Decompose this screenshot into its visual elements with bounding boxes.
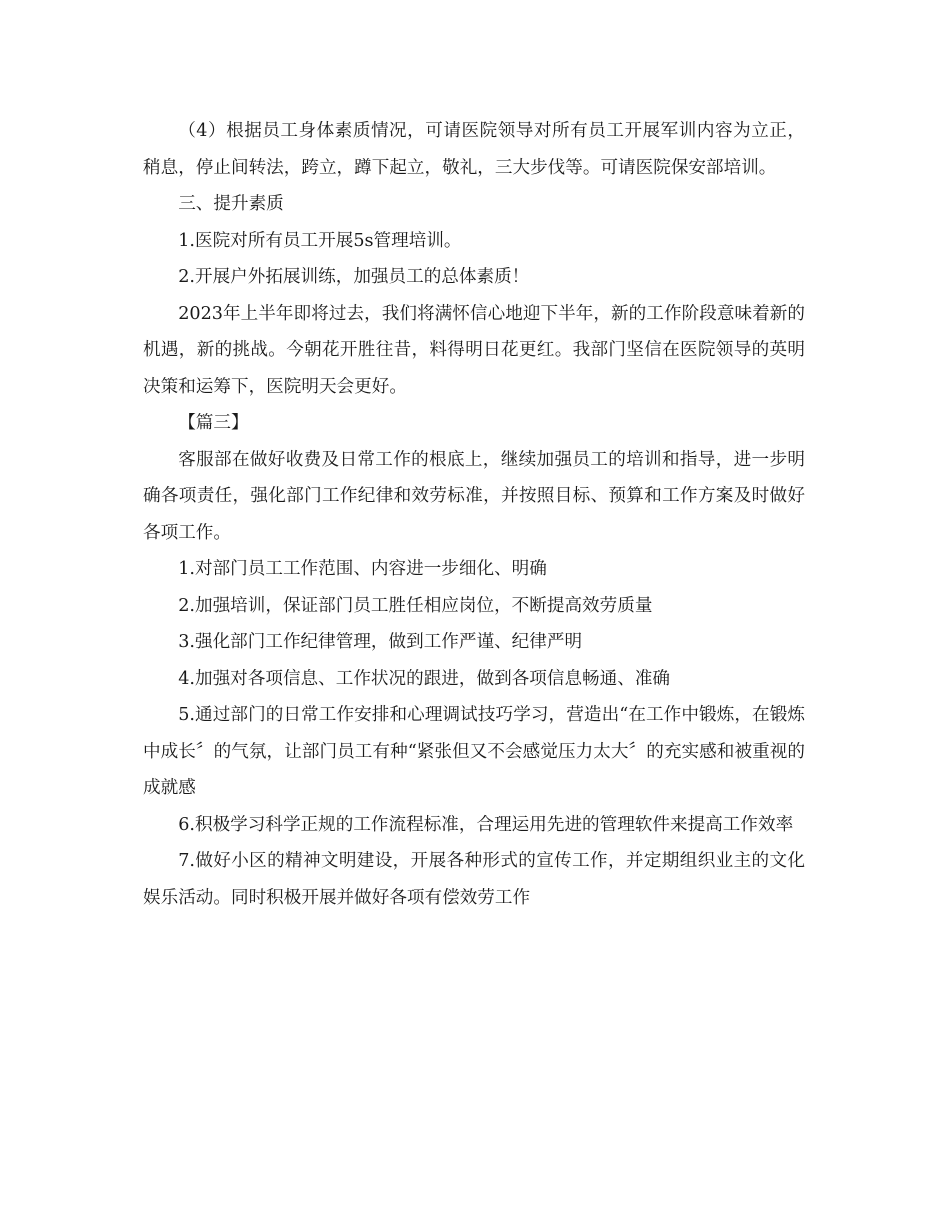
list-item-community-culture: 7.做好小区的精神文明建设，开展各种形式的宣传工作，并定期组织业主的文化娱乐活动。同时积极开展并做好各项有偿效劳工作 <box>143 851 805 908</box>
list-item-process-standards: 6.积极学习科学正规的工作流程标准，合理运用先进的管理软件来提高工作效率 <box>178 814 794 835</box>
document-body <box>143 113 805 916</box>
paragraph-closing-remarks: 2023年上半年即将过去，我们将满怀信心地迎下半年，新的工作阶段意味着新的机遇，新的挑战。今朝花开胜往昔，料得明日花更红。我部门坚信在医院领导的英明决策和运筹下，医院明天会更好。 <box>143 303 805 397</box>
section-heading-part-three: 【篇三】 <box>178 413 249 433</box>
list-item-outdoor-training: 2.开展户外拓展训练，加强员工的总体素质！ <box>178 267 530 287</box>
paragraph-customer-service-intro: 客服部在做好收费及日常工作的根底上，继续加强员工的培训和指导，进一步明确各项责任，强化部门工作纪律和效劳标准，并按照目标、预算和工作方案及时做好各项工作。 <box>143 449 805 543</box>
list-item-5s-training: 1.医院对所有员工开展5s管理培训。 <box>178 230 462 251</box>
list-item-discipline: 3.强化部门工作纪律管理，做到工作严谨、纪律严明 <box>178 632 583 652</box>
list-item-refine-scope: 1.对部门员工工作范围、内容进一步细化、明确 <box>178 559 547 579</box>
list-item-atmosphere: 5.通过部门的日常工作安排和心理调试技巧学习，营造出“在工作中锻炼，在锻炼中成长〞的气氛，让部门员工有种“紧张但又不会感觉压力太大〞的充实感和被重视的成就感 <box>143 705 805 798</box>
list-item-strengthen-training: 2.加强培训，保证部门员工胜任相应岗位，不断提高效劳质量 <box>178 595 653 616</box>
section-heading-improve-quality: 三、提升素质 <box>178 194 284 214</box>
paragraph-military-training: （4）根据员工身体素质情况，可请医院领导对所有员工开展军训内容为立正，稍息，停止间转法，跨立，蹲下起立，敬礼，三大步伐等。可请医院保安部培训。 <box>143 121 805 178</box>
list-item-information-followup: 4.加强对各项信息、工作状况的跟进，做到各项信息畅通、准确 <box>178 668 671 689</box>
